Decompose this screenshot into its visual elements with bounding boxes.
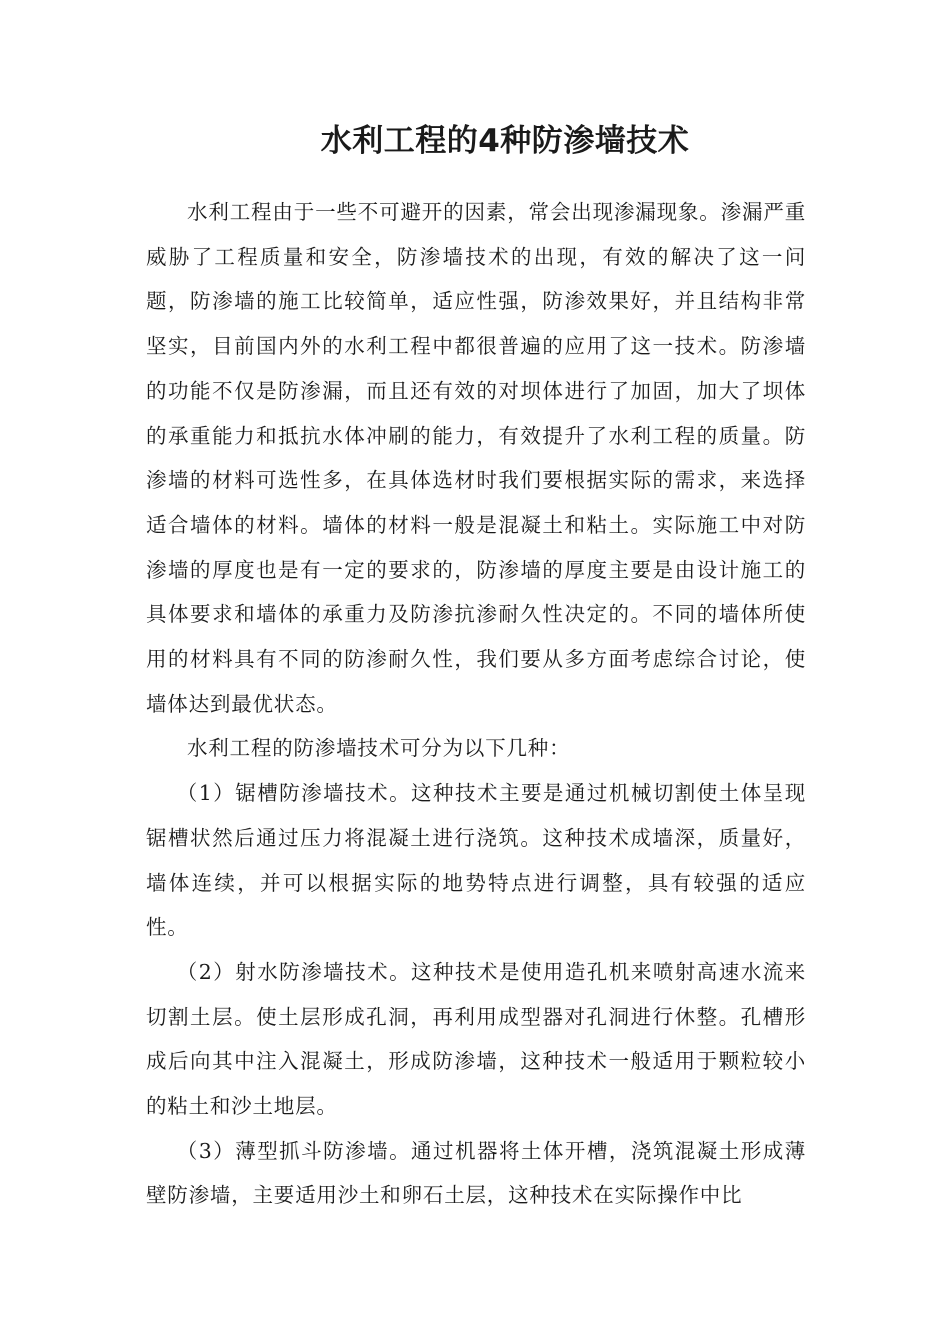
- paragraph-item-3: （3）薄型抓斗防渗墙。通过机器将土体开槽，浇筑混凝土形成薄壁防渗墙，主要适用沙土和卵石土层，这种技术在实际操作中比: [146, 1138, 806, 1208]
- paragraph-intro: 水利工程由于一些不可避开的因素，常会出现渗漏现象。渗漏严重威胁了工程质量和安全，防渗墙技术的出现，有效的解决了这一问题，防渗墙的施工比较简单，适应性强，防渗效果好，并且结构非常坚实，目前国内外的水利工程中都很普遍的应用了这一技术。防渗墙的功能不仅是防渗漏，而且还有效的对坝体进行了加固，加大了坝体的承重能力和抵抗水体冲刷的能力，有效提升了水利工程的质量。防渗墙的材料可选性多，在具体选材时我们要根据实际的需求，来选择适合墙体的材料。墙体的材料一般是混凝土和粘土。实际施工中对防渗墙的厚度也是有一定的要求的，防渗墙的厚度主要是由设计施工的具体要求和墙体的承重力及防渗抗渗耐久性决定的。不同的墙体所使用的材料具有不同的防渗耐久性，我们要从多方面考虑综合讨论，使墙体达到最优状态。: [146, 200, 806, 716]
- paragraph-item-1: （1）锯槽防渗墙技术。这种技术主要是通过机械切割使土体呈现锯槽状然后通过压力将混凝土进行浇筑。这种技术成墙深，质量好，墙体连续，并可以根据实际的地势特点进行调整，具有较强的适应性。: [146, 781, 806, 940]
- document-body: [146, 190, 806, 1218]
- paragraph-item-2: （2）射水防渗墙技术。这种技术是使用造孔机来喷射高速水流来切割土层。使土层形成孔洞，再利用成型器对孔洞进行休整。孔槽形成后向其中注入混凝土，形成防渗墙，这种技术一般适用于颗粒较小的粘土和沙土地层。: [146, 959, 806, 1119]
- paragraph-list-intro: 水利工程的防渗墙技术可分为以下几种：: [187, 736, 571, 761]
- document-title: 水利工程的4种防渗墙技术: [320, 123, 690, 159]
